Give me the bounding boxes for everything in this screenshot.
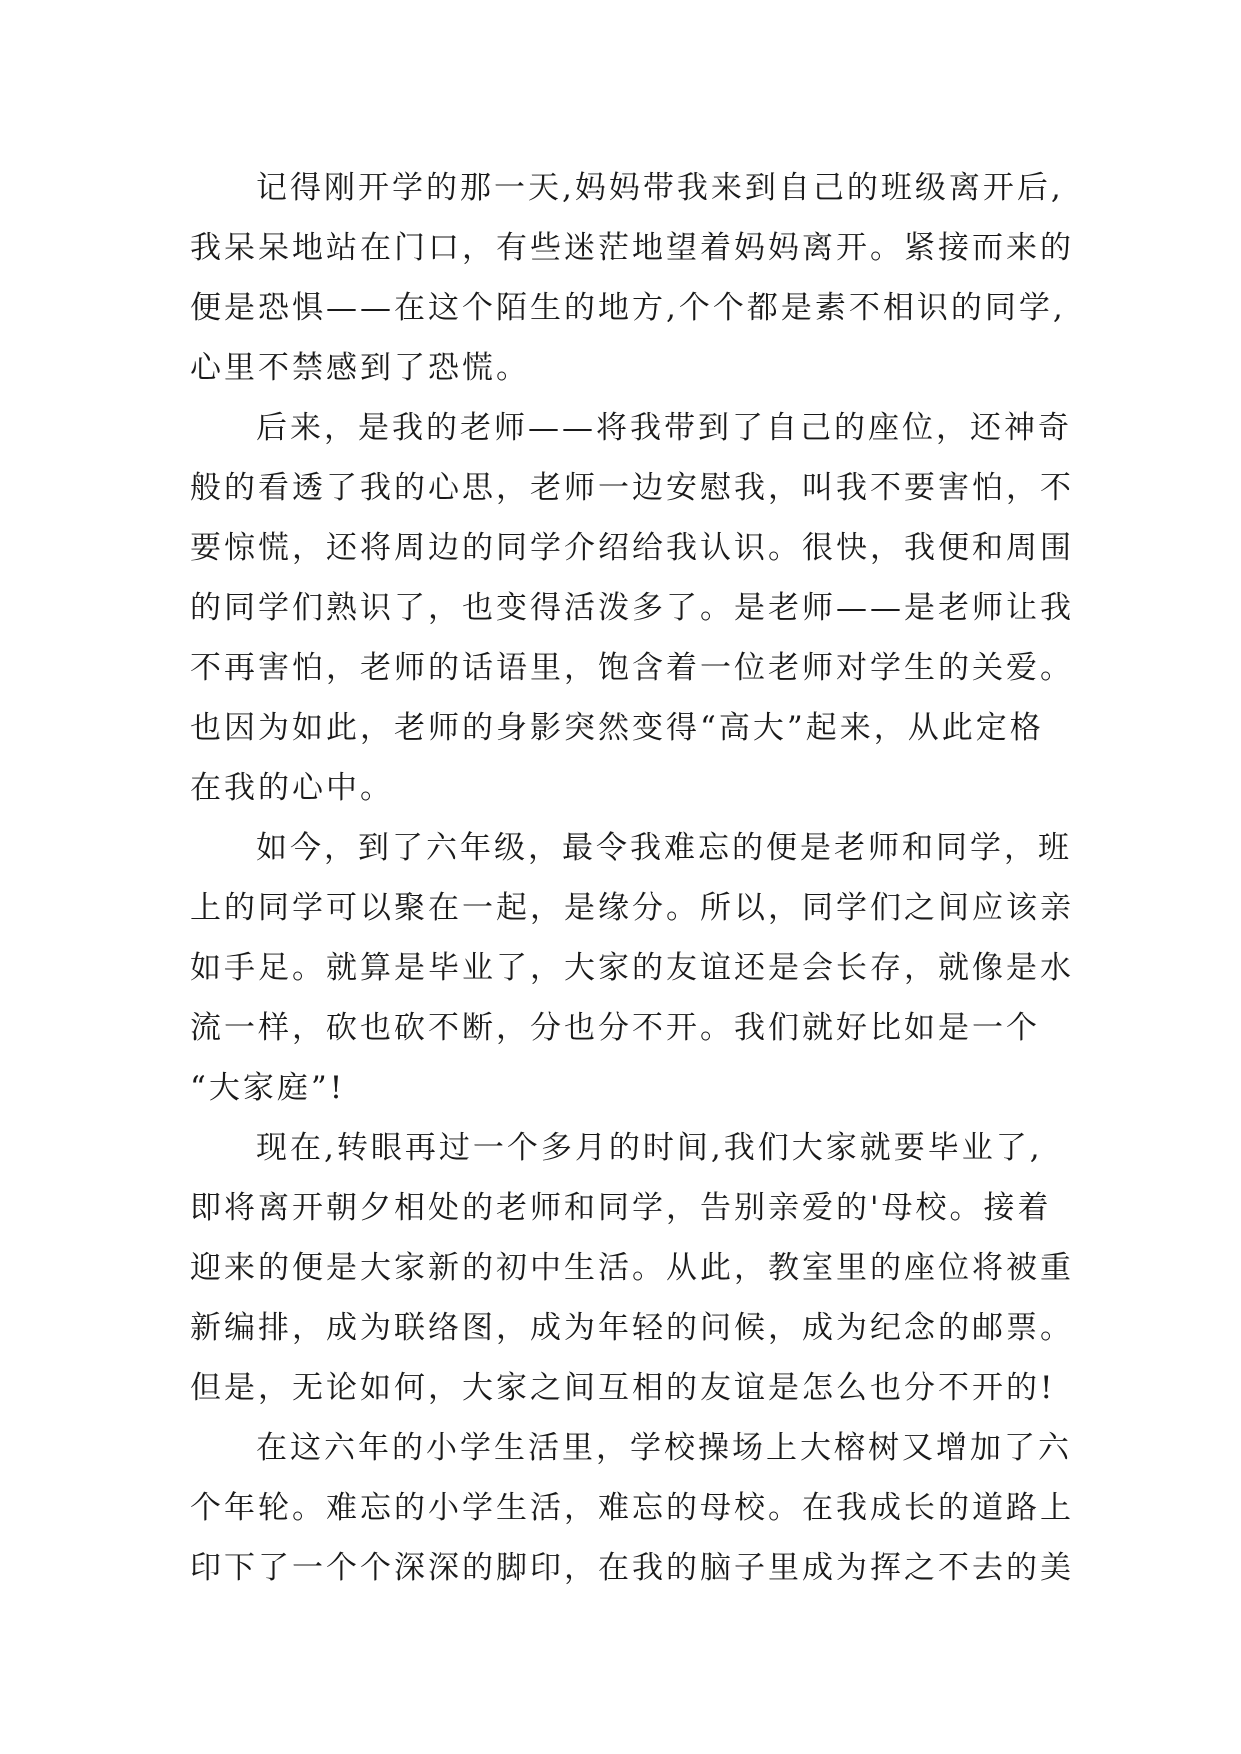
text-line: 不再害怕，老师的话语里，饱含着一位老师对学生的关爱。 <box>190 650 1074 686</box>
text-line: 要惊慌，还将周边的同学介绍给我认识。很快，我便和周围 <box>190 530 1074 566</box>
text-line: 也因为如此，老师的身影突然变得“高大”起来，从此定格 <box>190 710 1044 746</box>
text-line: 新编排，成为联络图，成为年轻的问候，成为纪念的邮票。 <box>190 1310 1074 1346</box>
text-line: 个年轮。难忘的小学生活，难忘的母校。在我成长的道路上 <box>190 1490 1074 1526</box>
text-line: “大家庭”! <box>190 1070 346 1106</box>
text-line: 后来，是我的老师——将我带到了自己的座位，还神奇 <box>256 410 1072 446</box>
text-line: 即将离开朝夕相处的老师和同学，告别亲爱的'母校。接着 <box>190 1190 1052 1226</box>
text-line: 印下了一个个深深的脚印，在我的脑子里成为挥之不去的美 <box>190 1550 1074 1586</box>
text-line: 在这六年的小学生活里，学校操场上大榕树又增加了六 <box>256 1430 1072 1466</box>
text-line: 流一样，砍也砍不断，分也分不开。我们就好比如是一个 <box>190 1010 1040 1046</box>
essay-body <box>190 158 1090 1598</box>
text-line: 现在,转眼再过一个多月的时间,我们大家就要毕业了, <box>256 1130 1043 1166</box>
text-line: 心里不禁感到了恐慌。 <box>190 350 530 386</box>
text-line: 的同学们熟识了，也变得活泼多了。是老师——是老师让我 <box>190 590 1074 626</box>
text-line: 如今，到了六年级，最令我难忘的便是老师和同学，班 <box>256 830 1072 866</box>
text-line: 便是恐惧——在这个陌生的地方,个个都是素不相识的同学, <box>190 290 1066 326</box>
text-line: 上的同学可以聚在一起，是缘分。所以，同学们之间应该亲 <box>190 890 1074 926</box>
text-line: 记得刚开学的那一天,妈妈带我来到自己的班级离开后, <box>256 170 1064 206</box>
text-line: 但是，无论如何，大家之间互相的友谊是怎么也分不开的! <box>190 1370 1056 1406</box>
text-line: 般的看透了我的心思，老师一边安慰我，叫我不要害怕，不 <box>190 470 1074 506</box>
text-line: 迎来的便是大家新的初中生活。从此，教室里的座位将被重 <box>190 1250 1074 1286</box>
text-line: 如手足。就算是毕业了，大家的友谊还是会长存，就像是水 <box>190 950 1074 986</box>
text-line: 我呆呆地站在门口，有些迷茫地望着妈妈离开。紧接而来的 <box>190 230 1074 266</box>
text-line: 在我的心中。 <box>190 770 394 806</box>
